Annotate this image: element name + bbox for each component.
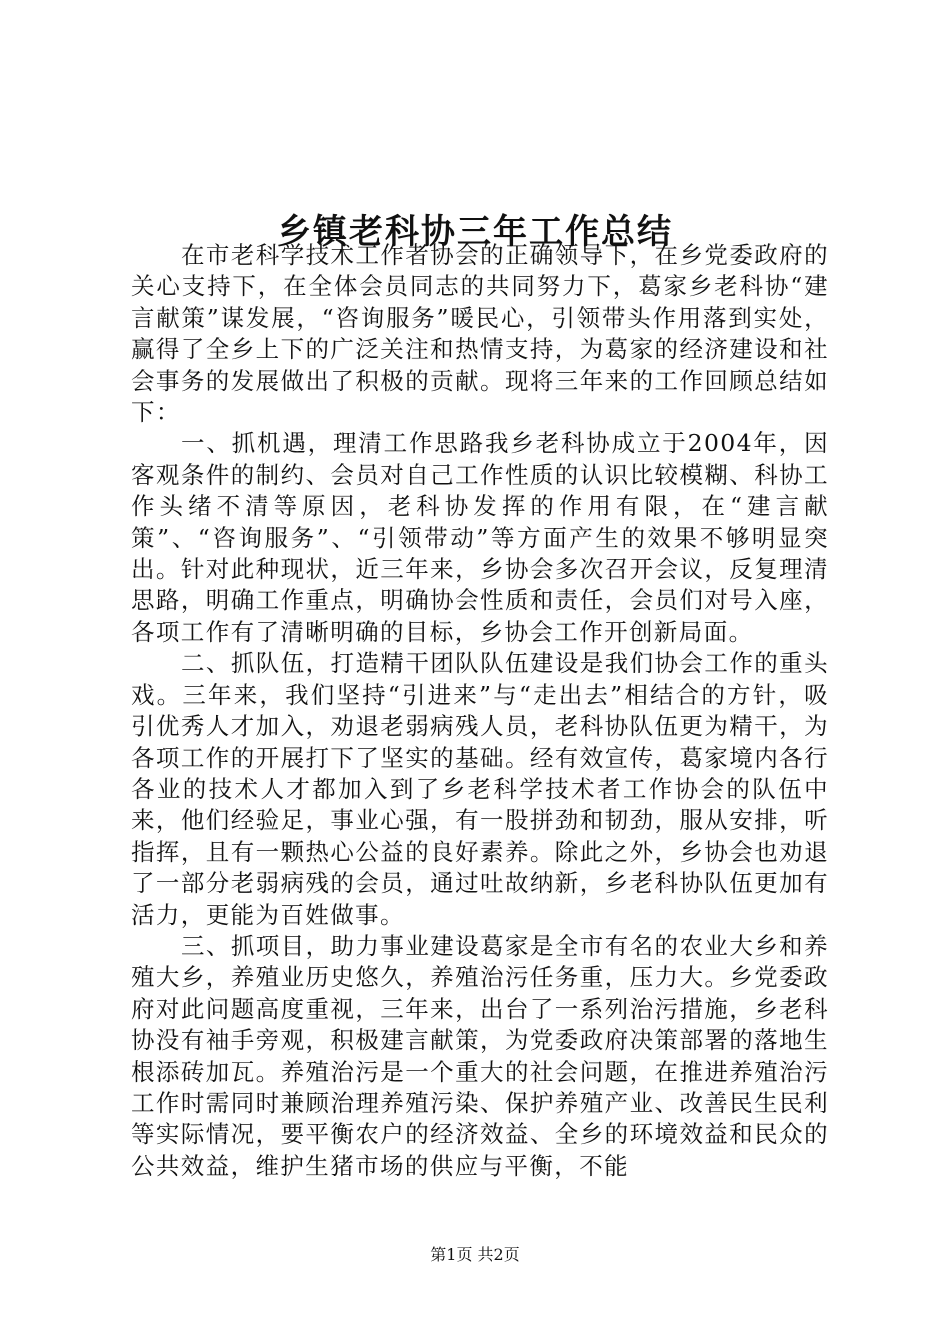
section-3-paragraph: 三、抓项目，助力事业建设葛家是全市有名的农业大乡和养殖大乡，养殖业历史悠久，养殖治污任务重，压力大。乡党委政府对此问题高度重视，三年来，出台了一系列治污措施，乡老科协没有袖手旁观，积极建言献策，为党委政府决策部署的落地生根添砖加瓦。养殖治污是一个重大的社会问题，在推进养殖治污工作时需同时兼顾治理养殖污染、保护养殖产业、改善民生民利等实际情况，要平衡农户的经济效益、全乡的环境效益和民众的公共效益，维护生猪市场的供应与平衡，不能 (131, 931, 829, 1180)
section-2-paragraph: 二、抓队伍，打造精干团队队伍建设是我们协会工作的重头戏。三年来，我们坚持“引进来”与“走出去”相结合的方针，吸引优秀人才加入，劝退老弱病残人员，老科协队伍更为精干，为各项工作的开展打下了坚实的基础。经有效宣传，葛家境内各行各业的技术人才都加入到了乡老科学技术者工作协会的队伍中来，他们经验足，事业心强，有一股拼劲和韧劲，服从安排，听指挥，且有一颗热心公益的良好素养。除此之外，乡协会也劝退了一部分老弱病残的会员，通过吐故纳新，乡老科协队伍更加有活力，更能为百姓做事。 (131, 649, 829, 929)
document-title: 乡镇老科协三年工作总结 (277, 211, 673, 252)
intro-paragraph: 在市老科学技术工作者协会的正确领导下，在乡党委政府的关心支持下，在全体会员同志的共同努力下，葛家乡老科协“建言献策”谋发展，“咨询服务”暖民心，引领带头作用落到实处，赢得了全乡上下的广泛关注和热情支持，为葛家的经济建设和社会事务的发展做出了积极的贡献。现将三年来的工作回顾总结如下： (131, 241, 829, 427)
section-1-paragraph: 一、抓机遇，理清工作思路我乡老科协成立于2004年，因客观条件的制约、会员对自己工作性质的认识比较模糊、科协工作头绪不清等原因，老科协发挥的作用有限，在“建言献策”、“咨询服务”、“引领带动”等方面产生的效果不够明显突出。针对此种现状，近三年来，乡协会多次召开会议，反复理清思路，明确工作重点，明确协会性质和责任，会员们对号入座，各项工作有了清晰明确的目标，乡协会工作开创新局面。 (131, 429, 829, 646)
page-number-footer: 第1页 共2页 (430, 1245, 520, 1264)
document-body (131, 240, 829, 1182)
